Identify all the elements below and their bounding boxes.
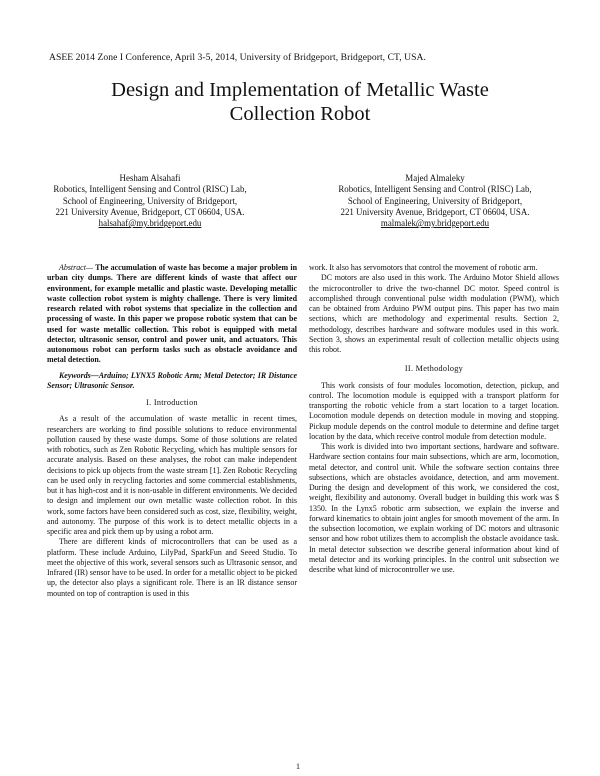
author-block-2 xyxy=(301,173,569,229)
keywords: Keywords—Arduino; LYNX5 Robotic Arm; Metal Detector; IR Distance Sensor; Ultrasonic Sensor. xyxy=(47,370,297,390)
intro-paragraph-3: DC motors are also used in this work. The Arduino Motor Shield allows the microcontroller to drive the two-channel DC motor. Speed control is accomplished through conventional pulse width modulation (PWM), which can be obtained from Arduino PWM output pins. This paper has two main sections, which are methodology and experimental results. Section 2, methodology, describes hardware and software modules used in this work. Section 3, shows an experimental result of collection metallic objects using this robot. xyxy=(309,273,559,354)
title-line-2: Collection Robot xyxy=(229,103,371,125)
author-affiliation-line: 221 University Avenue, Bridgeport, CT 06604, USA. xyxy=(55,206,245,217)
title-line-1: Design and Implementation of Metallic Waste xyxy=(111,79,489,101)
author-affiliation-line: School of Engineering, University of Bridgeport, xyxy=(347,195,523,206)
author-affiliation-line: Robotics, Intelligent Sensing and Control (RISC) Lab, xyxy=(53,184,247,195)
section-heading-introduction: I. Introduction xyxy=(146,398,198,407)
author-affiliation-line: 221 University Avenue, Bridgeport, CT 06604, USA. xyxy=(340,206,530,217)
author-email-link[interactable]: halsahaf@my.bridgeport.edu xyxy=(98,218,202,229)
section-heading-methodology: II. Methodology xyxy=(404,364,464,374)
page-number: 1 xyxy=(296,762,300,771)
conference-header: ASEE 2014 Zone I Conference, April 3-5, 2014, University of Bridgeport, Bridgeport, CT, USA. xyxy=(49,52,426,63)
methodology-paragraph-2: This work is divided into two important sections, hardware and software. Hardware section contains four main subsections, which are arm, locomotion, metal detector, and control unit. While the software section contains three subsections, which are obstacles avoidance, detection, and arm movement. During the design and development of this work, we considered the cost, weight, flexibility and autonomy. Overall budget in building this work was $ 1350. In the Lynx5 robotic arm subsection, we explain the inverse and forward kinematics to obtain joint angles for smooth movement of the arm. In the subsection locomotion, we explain working of DC motors and ultrasonic sensor and how robot utilizes them to accomplish the obstacle avoidance task. In metal detector subsection we describe general information about kind of metal detector and its working principles. In the control unit subsection we describe what kind of microcontroller we use. xyxy=(309,442,559,574)
abstract-lead: Abstract— xyxy=(59,263,93,272)
right-column xyxy=(309,263,559,575)
author-affiliation-line: Robotics, Intelligent Sensing and Control (RISC) Lab, xyxy=(338,184,532,195)
left-column xyxy=(47,263,297,599)
paper-title xyxy=(40,78,560,126)
intro-paragraph-1: As a result of the accumulation of waste metallic in recent times, researchers are working to find possible solutions to reduce environmental pollution caused by these waste dumps. Some of those solutions are related with robotics, such as Zen Robotic Recycling, which has multiple sensors for accurate analysis. Based on these analyses, the robot can make independent decisions to pick up objects from the waste stream [1]. Zen Robotic Recycling can be used only in recycling factories and some commercial establishments, but it has high-cost and it is non-usable in different environments. We decided to design and implement our own metallic waste collection robot. In this work, some factors have been considered such as cost, size, flexibility, weight, and autonomy. The purpose of this work is to detect metallic objects in a specific area and pick them up by using a robot arm. xyxy=(47,414,297,536)
author-name: Majed Almaleky xyxy=(405,173,465,183)
author-name: Hesham Alsahafi xyxy=(119,173,181,183)
methodology-paragraph-1: This work consists of four modules locomotion, detection, pickup, and control. The locomotion module is equipped with a transport platform for transporting the robotic vehicle from a start location to a target location. Locomotion module depends on detection module in moving and stopping. Pickup module depends on the control module to determine and define target location by the data, which receive control module from detection module. xyxy=(309,380,559,441)
intro-continuation: work. It also has servomotors that control the movement of robotic arm. xyxy=(309,263,538,272)
abstract xyxy=(47,263,297,366)
intro-paragraph-2: There are different kinds of microcontrollers that can be used as a platform. These include Arduino, LilyPad, SparkFun and Seeed Studio. To meet the objective of this work, several sensors such as Ultrasonic sensor, and Infrared (IR) sensor have to be used. In order for a metallic object to be picked up, the detector also plays a significant role. There is an IR distance sensor mounted on top of contraption is used in this xyxy=(47,537,297,598)
author-email-link[interactable]: malmalek@my.bridgeport.edu xyxy=(380,218,490,229)
abstract-text: The accumulation of waste has become a major problem in urban city dumps. There are different kinds of waste that affect our environment, for example metallic and plastic waste. Developing metallic waste collection robot system is mighty challenge. There is very limited research related with robot systems that specialize in the collection and processing of waste. In this paper we propose robotic system that can be used for waste metallic collection. This robot is equipped with metal detector, ultrasonic sensor, control and power unit, and actuators. This autonomous robot can perform tasks such as obstacle avoidance and metal detection. xyxy=(47,263,297,365)
author-affiliation-line: School of Engineering, University of Bridgeport, xyxy=(62,195,238,206)
author-block-1 xyxy=(16,173,284,229)
